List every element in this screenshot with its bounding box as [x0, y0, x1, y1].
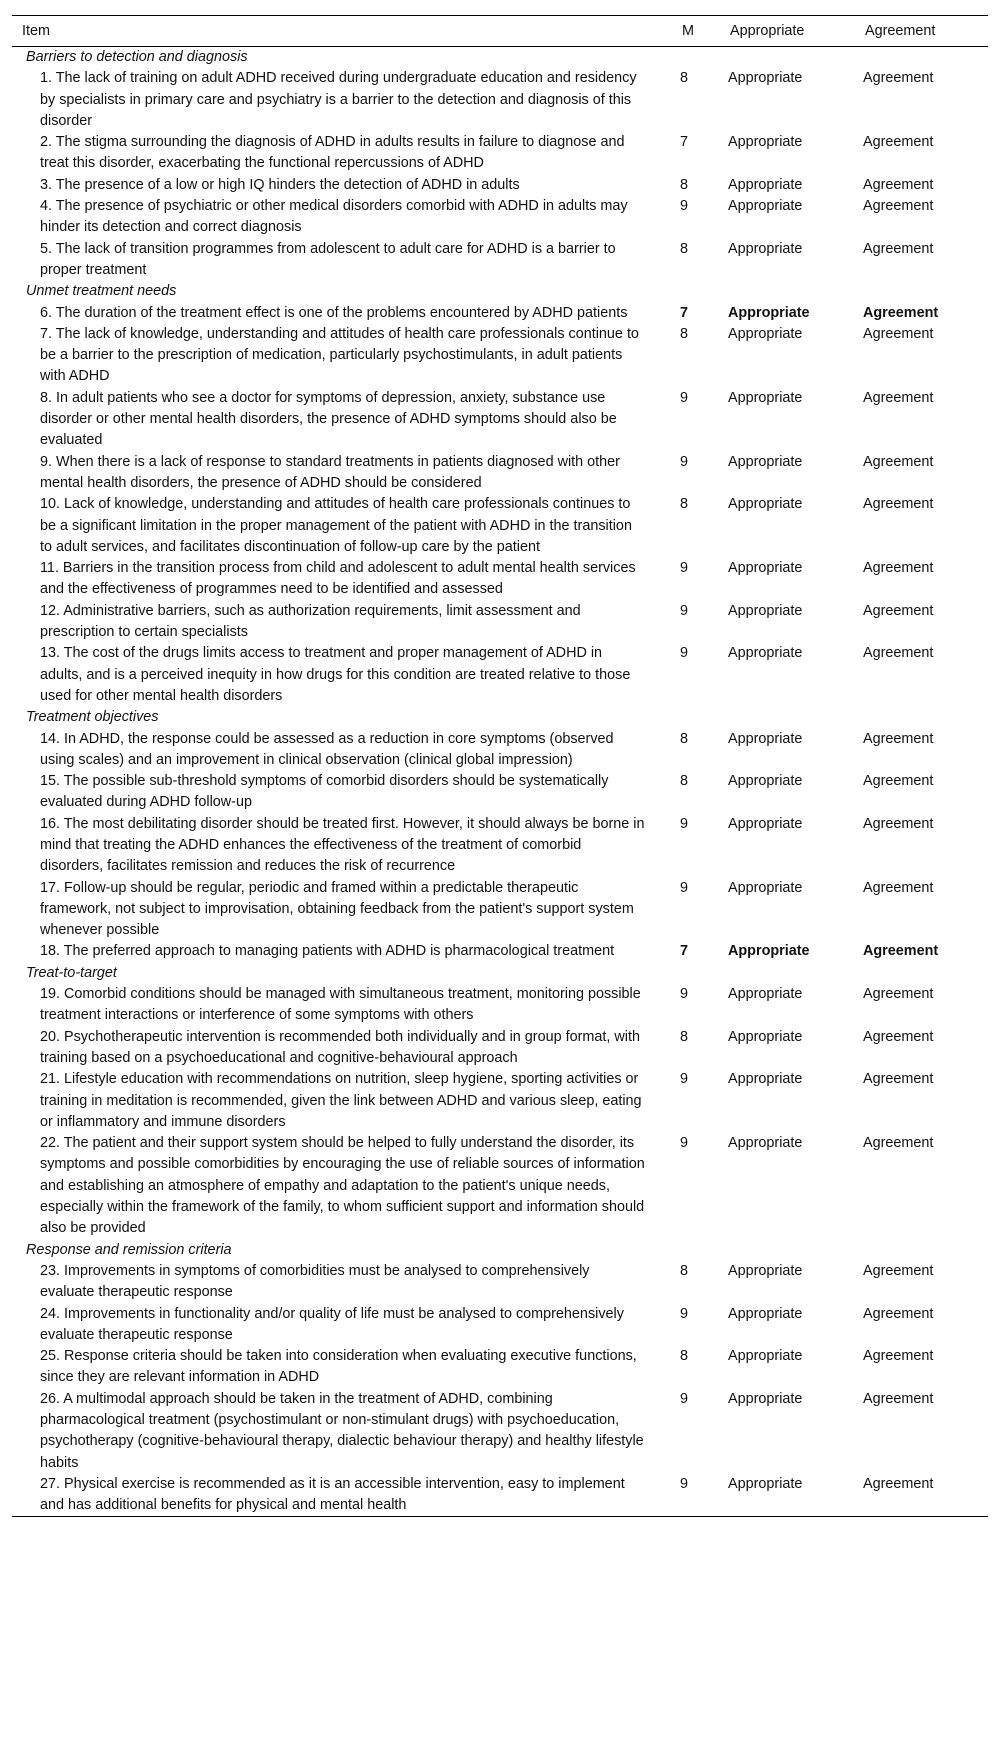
item-text: 24. Improvements in functionality and/or quality of life must be analysed to comprehensively evaluate therapeutic response — [40, 1305, 624, 1343]
m-value: 9 — [680, 602, 689, 619]
m-value: 8 — [680, 70, 689, 87]
appropriate-value: Appropriate — [728, 986, 803, 1003]
table-row — [12, 1346, 988, 1389]
agreement-value: Agreement — [863, 389, 934, 406]
item-text: 16. The most debilitating disorder should be treated first. However, it should always be borne in mind that treating the ADHD enhances the effectiveness of the treatment of comorbid disorders, facilitates remission and reduces the risk of recurrence — [40, 815, 645, 875]
appropriate-value: Appropriate — [728, 304, 810, 321]
agreement-value: Agreement — [863, 1135, 934, 1152]
agreement-value: Agreement — [863, 879, 934, 896]
item-text: 20. Psychotherapeutic intervention is recommended both individually and in group format, with training based on a psychoeducational and cognitive-behavioural approach — [40, 1028, 640, 1066]
agreement-value: Agreement — [863, 602, 934, 619]
header-item: Item — [22, 23, 50, 39]
table-row — [12, 1389, 988, 1474]
m-value: 8 — [680, 1262, 689, 1279]
item-text: 22. The patient and their support system should be helped to fully understand the disorder, its symptoms and possible comorbidities by encouraging the use of reliable sources of information and establishing an atmosphere of empathy and adaptation to the patient's unique needs, especially within the framework of the family, to whom sufficient support and information should also be provided — [40, 1135, 645, 1237]
consensus-table — [12, 15, 988, 1517]
header-agreement: Agreement — [865, 23, 936, 39]
item-text: 14. In ADHD, the response could be assessed as a reduction in core symptoms (observed using scales) and an improvement in clinical observation (clinical global impression) — [40, 730, 614, 768]
appropriate-value: Appropriate — [728, 70, 803, 87]
agreement-value: Agreement — [863, 453, 934, 470]
appropriate-value: Appropriate — [728, 389, 803, 406]
item-text: 10. Lack of knowledge, understanding and attitudes of health care professionals continues to be a significant limitation in the proper management of the patient with ADHD in the transition to adult services, and facilitates discontinuation of follow-up care by the patient — [40, 496, 632, 555]
section-row — [12, 281, 988, 302]
appropriate-value: Appropriate — [728, 325, 803, 342]
m-value: 9 — [680, 815, 689, 832]
m-value: 9 — [680, 879, 689, 896]
section-title: Treatment objectives — [26, 709, 159, 726]
item-text: 17. Follow-up should be regular, periodic and framed within a predictable therapeutic framework, not subject to improvisation, obtaining feedback from the patient's support system whenever possible — [40, 879, 634, 939]
m-value: 9 — [680, 198, 689, 215]
item-text: 15. The possible sub-threshold symptoms of comorbid disorders should be systematically evaluated during ADHD follow-up — [40, 773, 609, 811]
m-value: 9 — [680, 1305, 689, 1322]
table-row — [12, 771, 988, 814]
agreement-value: Agreement — [863, 560, 934, 577]
appropriate-value: Appropriate — [728, 560, 803, 577]
m-value: 9 — [680, 1135, 689, 1152]
header-appropriate: Appropriate — [730, 23, 805, 39]
table-row — [12, 303, 988, 324]
section-title: Treat-to-target — [26, 964, 117, 981]
item-text: 19. Comorbid conditions should be managed with simultaneous treatment, monitoring possible treatment interactions or interference of some symptoms with others — [40, 986, 641, 1024]
appropriate-value: Appropriate — [728, 1348, 803, 1365]
appropriate-value: Appropriate — [728, 1305, 803, 1322]
table-row — [12, 1133, 988, 1239]
agreement-value: Agreement — [863, 1071, 934, 1088]
appropriate-value: Appropriate — [728, 176, 803, 193]
section-title: Barriers to detection and diagnosis — [26, 49, 248, 65]
item-text: 25. Response criteria should be taken into consideration when evaluating executive functions, since they are relevant information in ADHD — [40, 1348, 637, 1386]
agreement-value: Agreement — [863, 1348, 934, 1365]
item-text: 13. The cost of the drugs limits access to treatment and proper management of ADHD in adults, and is a perceived inequity in how drugs for this condition are treated relative to those used for other mental health disorders — [40, 645, 631, 704]
section-title: Response and remission criteria — [26, 1241, 232, 1258]
appropriate-value: Appropriate — [728, 1071, 803, 1088]
item-text: 26. A multimodal approach should be taken in the treatment of ADHD, combining pharmacological treatment (psychostimulant or non-stimulant drugs) with psychoeducation, psychotherapy (cognitive-behavioural therapy, dialectic behaviour therapy) and healthy lifestyle habits — [40, 1390, 644, 1471]
agreement-value: Agreement — [863, 240, 934, 257]
appropriate-value: Appropriate — [728, 602, 803, 619]
m-value: 7 — [680, 943, 689, 960]
item-text: 6. The duration of the treatment effect is one of the problems encountered by ADHD patients — [40, 304, 628, 321]
m-value: 8 — [680, 773, 689, 790]
agreement-value: Agreement — [863, 134, 934, 151]
appropriate-value: Appropriate — [728, 879, 803, 896]
table-row — [12, 239, 988, 282]
appropriate-value: Appropriate — [728, 240, 803, 257]
appropriate-value: Appropriate — [728, 773, 803, 790]
agreement-value: Agreement — [863, 730, 934, 747]
item-text: 12. Administrative barriers, such as authorization requirements, limit assessment and prescription to certain specialists — [40, 602, 581, 641]
table-row — [12, 196, 988, 239]
m-value: 7 — [680, 134, 689, 151]
agreement-value: Agreement — [863, 1475, 934, 1492]
agreement-value: Agreement — [863, 943, 939, 960]
item-text: 27. Physical exercise is recommended as it is an accessible intervention, easy to implement and has additional benefits for physical and mental health — [40, 1475, 625, 1514]
section-row — [12, 1240, 988, 1261]
table-row — [12, 984, 988, 1027]
agreement-value: Agreement — [863, 1028, 934, 1045]
agreement-value: Agreement — [863, 773, 934, 790]
table-row — [12, 1261, 988, 1304]
appropriate-value: Appropriate — [728, 645, 803, 662]
m-value: 9 — [680, 1390, 689, 1407]
agreement-value: Agreement — [863, 198, 934, 215]
item-text: 11. Barriers in the transition process from child and adolescent to adult mental health services and the effectiveness of programmes need to be identified and assessed — [40, 560, 636, 598]
appropriate-value: Appropriate — [728, 134, 803, 151]
section-row — [12, 963, 988, 984]
m-value: 9 — [680, 645, 689, 662]
m-value: 7 — [680, 304, 689, 321]
appropriate-value: Appropriate — [728, 730, 803, 747]
table-row — [12, 729, 988, 772]
item-text: 9. When there is a lack of response to standard treatments in patients diagnosed with other mental health disorders, the presence of ADHD should be considered — [40, 453, 620, 491]
table-row — [12, 494, 988, 558]
m-value: 9 — [680, 1071, 689, 1088]
appropriate-value: Appropriate — [728, 943, 810, 960]
m-value: 8 — [680, 325, 689, 342]
table-row — [12, 1069, 988, 1133]
table-row — [12, 558, 988, 601]
item-text: 4. The presence of psychiatric or other medical disorders comorbid with ADHD in adults may hinder its detection and correct diagnosis — [40, 198, 628, 236]
agreement-value: Agreement — [863, 1262, 934, 1279]
appropriate-value: Appropriate — [728, 1028, 803, 1045]
agreement-value: Agreement — [863, 70, 934, 87]
table-row — [12, 1027, 988, 1070]
table-row — [12, 878, 988, 942]
item-text: 18. The preferred approach to managing patients with ADHD is pharmacological treatment — [40, 943, 615, 960]
table-row — [12, 324, 988, 388]
m-value: 8 — [680, 730, 689, 747]
item-text: 21. Lifestyle education with recommendations on nutrition, sleep hygiene, sporting activities or training in meditation is recommended, given the link between ADHD and various sleep, eating or inflammatory and immune disorders — [40, 1071, 642, 1130]
table-row — [12, 1304, 988, 1347]
item-text: 7. The lack of knowledge, understanding and attitudes of health care professionals continue to be a barrier to the prescription of medication, particularly psychostimulants, in adult patients with ADHD — [40, 325, 639, 385]
agreement-value: Agreement — [863, 986, 934, 1003]
agreement-value: Agreement — [863, 304, 939, 321]
table-row — [12, 132, 988, 175]
item-text: 2. The stigma surrounding the diagnosis of ADHD in adults results in failure to diagnose and treat this disorder, exacerbating the functional repercussions of ADHD — [40, 134, 625, 172]
agreement-value: Agreement — [863, 325, 934, 342]
appropriate-value: Appropriate — [728, 1262, 803, 1279]
table-row — [12, 941, 988, 962]
table-row — [12, 68, 988, 132]
header-row — [12, 16, 988, 47]
item-text: 1. The lack of training on adult ADHD received during undergraduate education and residency by specialists in primary care and psychiatry is a barrier to the detection and diagnosis of this disorder — [40, 70, 637, 129]
table-row — [12, 1474, 988, 1517]
m-value: 8 — [680, 176, 689, 193]
item-text: 3. The presence of a low or high IQ hinders the detection of ADHD in adults — [40, 176, 520, 193]
m-value: 9 — [680, 986, 689, 1003]
appropriate-value: Appropriate — [728, 1135, 803, 1152]
section-title: Unmet treatment needs — [26, 283, 177, 300]
m-value: 8 — [680, 240, 689, 257]
item-text: 23. Improvements in symptoms of comorbidities must be analysed to comprehensively evaluate therapeutic response — [40, 1262, 590, 1301]
m-value: 8 — [680, 496, 689, 513]
m-value: 8 — [680, 1348, 689, 1365]
m-value: 9 — [680, 453, 689, 470]
table-row — [12, 388, 988, 452]
table-row — [12, 643, 988, 707]
table-row — [12, 814, 988, 878]
agreement-value: Agreement — [863, 1305, 934, 1322]
item-text: 5. The lack of transition programmes from adolescent to adult care for ADHD is a barrier to proper treatment — [40, 240, 616, 278]
table-row — [12, 601, 988, 644]
agreement-value: Agreement — [863, 815, 934, 832]
agreement-value: Agreement — [863, 1390, 934, 1407]
m-value: 9 — [680, 1475, 689, 1492]
appropriate-value: Appropriate — [728, 496, 803, 513]
table-row — [12, 175, 988, 196]
table-row — [12, 452, 988, 495]
appropriate-value: Appropriate — [728, 815, 803, 832]
appropriate-value: Appropriate — [728, 453, 803, 470]
section-row — [12, 47, 988, 69]
appropriate-value: Appropriate — [728, 198, 803, 215]
agreement-value: Agreement — [863, 496, 934, 513]
m-value: 8 — [680, 1028, 689, 1045]
agreement-value: Agreement — [863, 645, 934, 662]
m-value: 9 — [680, 389, 689, 406]
agreement-value: Agreement — [863, 176, 934, 193]
appropriate-value: Appropriate — [728, 1475, 803, 1492]
section-row — [12, 707, 988, 728]
item-text: 8. In adult patients who see a doctor for symptoms of depression, anxiety, substance use disorder or other mental health disorders, the presence of ADHD symptoms should also be evaluated — [40, 389, 617, 449]
appropriate-value: Appropriate — [728, 1390, 803, 1407]
header-m: M — [682, 23, 694, 39]
m-value: 9 — [680, 560, 689, 577]
